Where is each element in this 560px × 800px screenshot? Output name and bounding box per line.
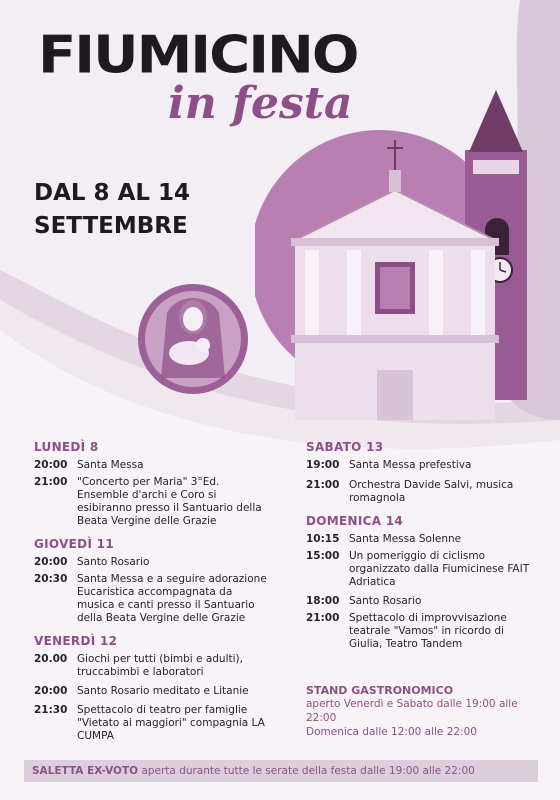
event-row	[306, 533, 532, 546]
event-dates	[34, 177, 190, 243]
event-text: Un pomeriggio di ciclismo organizzato dalla Fiumicinese FAIT Adriatica	[349, 550, 530, 588]
event-row	[34, 653, 270, 679]
madonna-medallion	[137, 283, 249, 395]
dates-line-2: SETTEMBRE	[34, 213, 188, 239]
event-time: 21:00	[306, 612, 340, 624]
footer-text: aperta durante tutte le serate della festa dalle 19:00 alle 22:00	[138, 765, 475, 777]
event-text: Santo Rosario meditato e Litanie	[77, 685, 249, 697]
event-text: Spettacolo di improvvisazione teatrale "Vamos" in ricordo di Giulia, Teatro Tandem	[349, 612, 507, 650]
day-heading: DOMENICA 14	[306, 514, 404, 528]
food-stand-hours-2: Domenica dalle 12:00 alle 22:00	[306, 726, 477, 738]
event-text: "Concerto per Maria" 3°Ed. Ensemble d'archi e Coro si esibiranno presso il Santuario della Beata Vergine delle Grazie	[77, 476, 262, 527]
event-row	[34, 685, 270, 698]
event-time: 21:00	[306, 479, 340, 491]
event-text: Santa Messa Solenne	[349, 533, 462, 545]
event-time: 10:15	[306, 533, 340, 545]
event-text: Santa Messa	[77, 459, 144, 471]
event-row	[34, 459, 270, 472]
food-stand-info	[306, 684, 546, 739]
event-time: 19:00	[306, 459, 340, 471]
event-time: 21:30	[34, 704, 68, 716]
event-row	[34, 476, 270, 528]
food-stand-hours-1: aperto Venerdì e Sabato dalle 19:00 alle 22:00	[306, 698, 518, 724]
schedule-right-column	[306, 440, 532, 651]
event-text: Santo Rosario	[349, 595, 422, 607]
day-heading: GIOVEDÌ 11	[34, 537, 114, 551]
event-row	[306, 550, 532, 589]
event-row	[306, 595, 532, 608]
event-time: 21:00	[34, 476, 68, 488]
event-text: Giochi per tutti (bimbi e adulti), truccabimbi e laboratori	[77, 653, 243, 678]
day-heading: SABATO 13	[306, 440, 384, 454]
event-row	[34, 704, 270, 743]
event-text: Santa Messa e a seguire adorazione Eucaristica accompagnata da musica e canti presso il Santuario della Beata Vergine delle Grazie	[77, 573, 267, 624]
footer-banner	[24, 760, 538, 782]
food-stand-title: STAND GASTRONOMICO	[306, 684, 454, 697]
event-time: 20:00	[34, 685, 68, 697]
event-row	[34, 573, 270, 625]
event-time: 18:00	[306, 595, 340, 607]
footer-label: SALETTA EX-VOTO	[32, 765, 139, 777]
event-text: Orchestra Davide Salvi, musica romagnola	[349, 479, 514, 504]
event-time: 20.00	[34, 653, 68, 665]
event-row	[306, 479, 532, 505]
event-time: 20:00	[34, 556, 68, 568]
page-title: FIUMICINO	[38, 25, 358, 86]
dates-line-1: DAL 8 AL 14	[34, 180, 191, 206]
event-text: Santo Rosario	[77, 556, 150, 568]
event-text: Spettacolo di teatro per famiglie "Vietato ai maggiori" compagnia LA CUMPA	[77, 704, 265, 742]
event-row	[306, 459, 532, 472]
page-subtitle: in festa	[168, 78, 353, 129]
event-time: 20:00	[34, 459, 68, 471]
day-heading: VENERDÌ 12	[34, 634, 118, 648]
event-time: 15:00	[306, 550, 340, 562]
event-row	[306, 612, 532, 651]
event-time: 20:30	[34, 573, 68, 585]
event-row	[34, 556, 270, 569]
event-text: Santa Messa prefestiva	[349, 459, 472, 471]
church-illustration	[255, 90, 555, 420]
day-heading: LUNEDÌ 8	[34, 440, 99, 454]
schedule-left-column	[34, 440, 270, 743]
